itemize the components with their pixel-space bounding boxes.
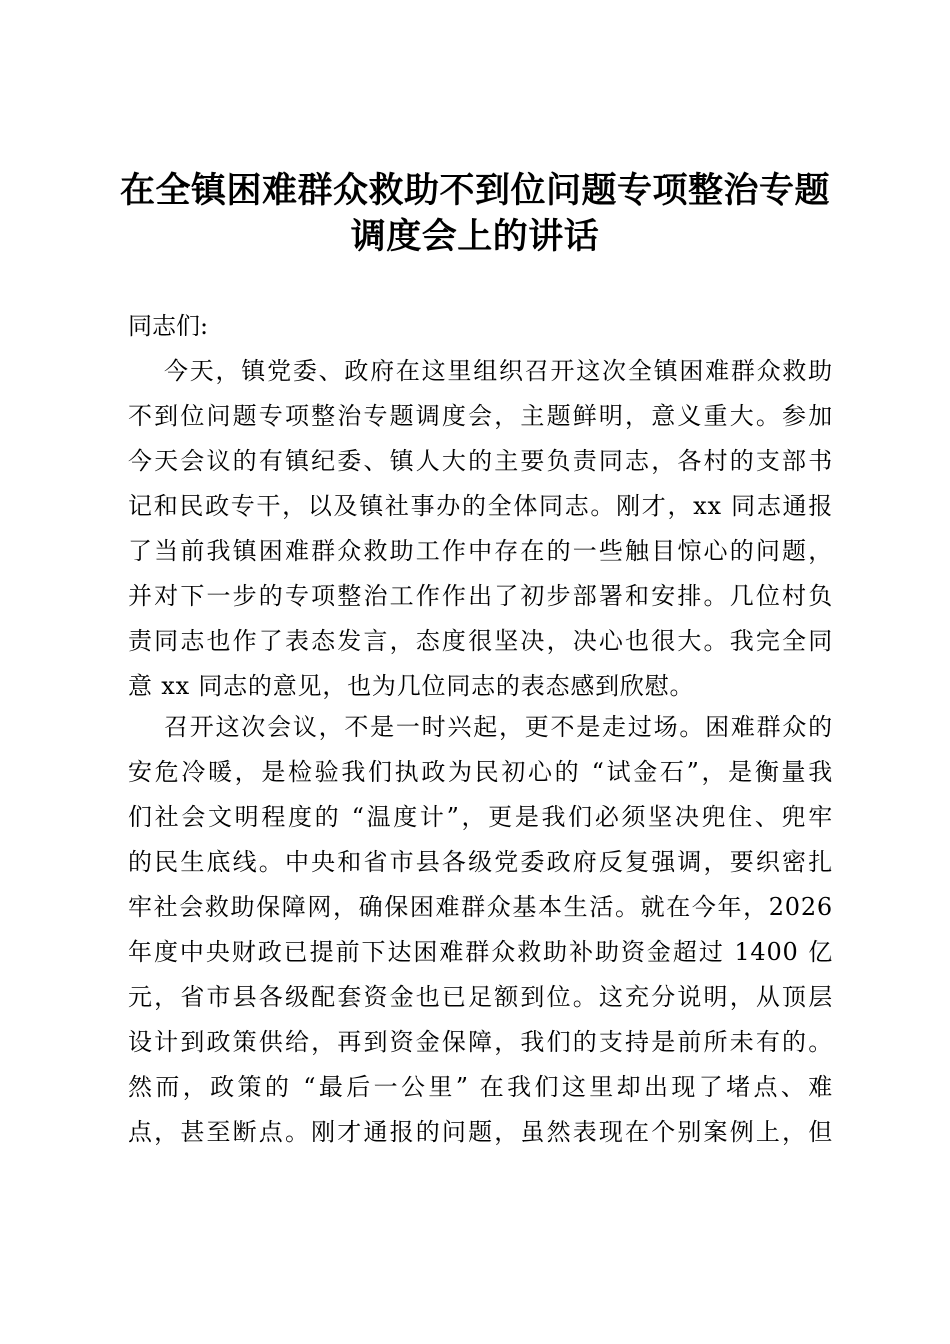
paragraph-line: 召开这次会议，不是一时兴起，更不是走过场。困难群众的: [164, 713, 833, 741]
paragraph-line: 元，省市县各级配套资金也已足额到位。这充分说明，从顶层: [128, 983, 833, 1011]
paragraph-line: 牢社会救助保障网，确保困难群众基本生活。就在今年，2026: [128, 893, 833, 921]
paragraph-2: [128, 705, 833, 1155]
paragraph-line: 然而，政策的 “最后一公里” 在我们这里却出现了堵点、难: [128, 1073, 833, 1101]
paragraph-line: 们社会文明程度的 “温度计”，更是我们必须坚决兜住、兜牢: [128, 803, 833, 831]
paragraph-line: 安危冷暖，是检验我们执政为民初心的 “试金石”，是衡量我: [128, 758, 833, 786]
paragraph-line: 今天会议的有镇纪委、镇人大的主要负责同志，各村的支部书: [128, 447, 833, 475]
paragraph-line: 点，甚至断点。刚才通报的问题，虽然表现在个别案例上，但: [128, 1118, 833, 1146]
document-title-line-2: 调度会上的讲话: [350, 217, 600, 257]
paragraph-line: 今天，镇党委、政府在这里组织召开这次全镇困难群众救助: [164, 357, 833, 385]
paragraph-line: 责同志也作了表态发言，态度很坚决，决心也很大。我完全同: [128, 627, 833, 655]
paragraph-line: 了当前我镇困难群众救助工作中存在的一些触目惊心的问题，: [128, 537, 833, 565]
paragraph-line: 年度中央财政已提前下达困难群众救助补助资金超过 1400 亿: [128, 938, 833, 966]
paragraph-line: 并对下一步的专项整治工作作出了初步部署和安排。几位村负: [128, 582, 833, 610]
paragraph-1: [128, 349, 833, 709]
paragraph-line: 设计到政策供给，再到资金保障，我们的支持是前所未有的。: [128, 1028, 833, 1056]
paragraph-line: 不到位问题专项整治专题调度会，主题鲜明，意义重大。参加: [128, 402, 833, 430]
paragraph-line: 意 xx 同志的意见，也为几位同志的表态感到欣慰。: [128, 672, 695, 700]
paragraph-line: 记和民政专干，以及镇社事办的全体同志。刚才，xx 同志通报: [128, 492, 833, 520]
greeting: 同志们:: [128, 312, 209, 340]
paragraph-line: 的民生底线。中央和省市县各级党委政府反复强调，要织密扎: [128, 848, 833, 876]
document-title-line-1: 在全镇困难群众救助不到位问题专项整治专题: [119, 171, 830, 211]
